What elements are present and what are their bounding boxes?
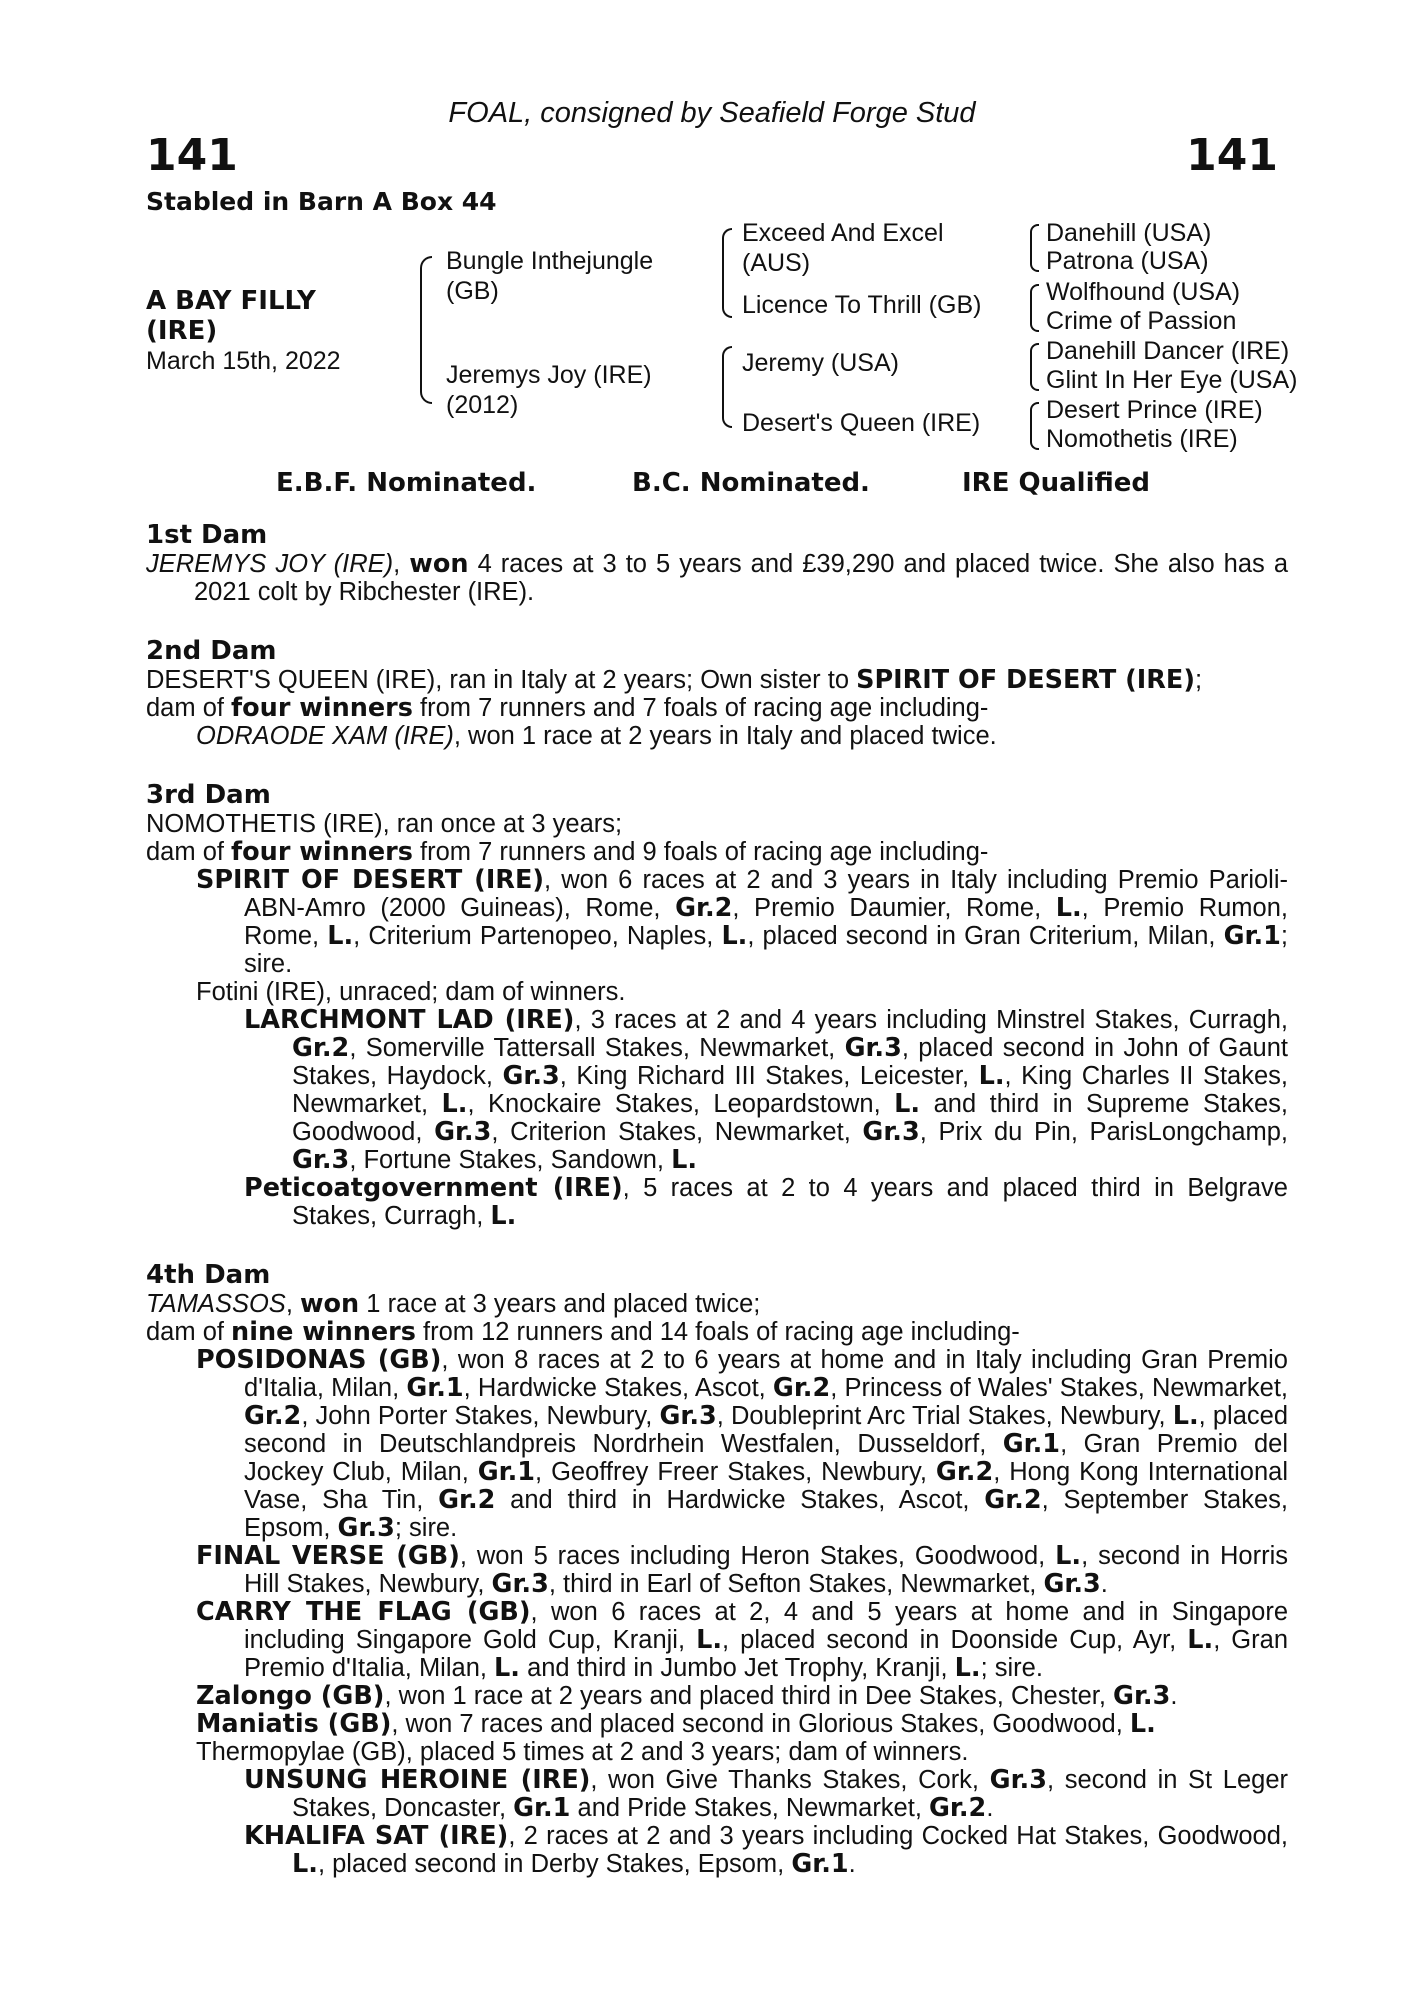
- lot-number-left: 141: [146, 130, 238, 181]
- bracket-g3-c: [1030, 343, 1039, 391]
- first-dam-section: [146, 520, 1288, 606]
- lot-number-right: 141: [1186, 130, 1278, 181]
- produce-final-verse: FINAL VERSE (GB), won 5 races including Heron Stakes, Goodwood, L., second in Horris Hill Stakes, Newbury, Gr.3, third in Earl of Sefton Stakes, Newmarket, Gr.3.: [196, 1541, 1288, 1599]
- produce-khalifa-sat: KHALIFA SAT (IRE), 2 races at 2 and 3 years including Cocked Hat Stakes, Goodwood, L., placed second in Derby Stakes, Epsom, Gr.1.: [244, 1821, 1288, 1879]
- g3-dsd: Glint In Her Eye (USA): [1046, 366, 1298, 394]
- pedigree-notes: [146, 520, 1288, 1878]
- g3-sdd: Crime of Passion: [1046, 307, 1237, 335]
- third-dam-heading: 3rd Dam: [146, 780, 271, 810]
- produce-fotini: Fotini (IRE), unraced; dam of winners.: [196, 978, 626, 1006]
- bracket-g3-a: [1030, 224, 1039, 272]
- sire-of-sire: [742, 218, 944, 278]
- produce-posidonas: POSIDONAS (GB), won 8 races at 2 to 6 years at home and in Italy including Gran Premio d'Italia, Milan, Gr.1, Hardwicke Stakes, Ascot, Gr.2, Princess of Wales' Stakes, Newmarket, Gr.2, John Porter Stakes, Newbury, Gr.3, Doubleprint Arc Trial Stakes, Newbury, L., placed second in Deutschlandpreis Nordrhein Westfalen, Dusseldorf, Gr.1, Gran Premio del Jockey Club, Milan, Gr.1, Geoffrey Freer Stakes, Newbury, Gr.2, Hong Kong International Vase, Sha Tin, Gr.2 and third in Hardwicke Stakes, Ascot, Gr.2, September Stakes, Epsom, Gr.3; sire.: [196, 1345, 1289, 1543]
- g3-ssd: Patrona (USA): [1046, 247, 1209, 275]
- first-dam-text: JEREMYS JOY (IRE), won 4 races at 3 to 5 years and £39,290 and placed twice. She also has a 2021 colt by Ribchester (IRE).: [146, 549, 1289, 606]
- subject-horse: [146, 286, 341, 376]
- produce-maniatis: Maniatis (GB), won 7 races and placed second in Glorious Stakes, Goodwood, L.: [196, 1709, 1156, 1739]
- sire-of-sire-name: Exceed And Excel: [742, 219, 944, 247]
- entries-row: [0, 468, 1424, 502]
- bc-nominated: B.C. Nominated.: [632, 468, 870, 498]
- bracket-g3-d: [1030, 402, 1039, 450]
- third-dam-produce: dam of four winners from 7 runners and 9 foals of racing age including-: [146, 837, 989, 867]
- second-dam-text: DESERT'S QUEEN (IRE), ran in Italy at 2 years; Own sister to SPIRIT OF DESERT (IRE);: [146, 665, 1203, 695]
- g3-dss: Danehill Dancer (IRE): [1046, 337, 1290, 365]
- second-dam-section: [146, 636, 1288, 750]
- bracket-g3-b: [1030, 284, 1039, 332]
- sire-name: Bungle Inthejungle: [446, 247, 654, 275]
- dam-of-dam: Desert's Queen (IRE): [742, 409, 981, 437]
- fourth-dam-text: TAMASSOS, won 1 race at 3 years and placed twice;: [146, 1289, 761, 1319]
- subject-name-line2: (IRE): [146, 316, 218, 346]
- sire-of-dam: Jeremy (USA): [742, 349, 899, 377]
- fourth-dam-heading: 4th Dam: [146, 1260, 271, 1290]
- g3-dds: Desert Prince (IRE): [1046, 396, 1263, 424]
- dam-name: Jeremys Joy (IRE): [446, 361, 652, 389]
- produce-odraode-xam: ODRAODE XAM (IRE), won 1 race at 2 years in Italy and placed twice.: [196, 722, 997, 750]
- g3-sds: Wolfhound (USA): [1046, 278, 1241, 306]
- sire: [446, 246, 653, 306]
- second-dam-produce: dam of four winners from 7 runners and 7 foals of racing age including-: [146, 693, 989, 723]
- bracket-generation-1: [420, 256, 432, 404]
- produce-zalongo: Zalongo (GB), won 1 race at 2 years and placed third in Dee Stakes, Chester, Gr.3.: [196, 1681, 1178, 1711]
- g3-sss: Danehill (USA): [1046, 219, 1212, 247]
- dam-year: (2012): [446, 391, 519, 419]
- produce-thermopylae: Thermopylae (GB), placed 5 times at 2 and 3 years; dam of winners.: [196, 1738, 969, 1766]
- subject-foaled: March 15th, 2022: [146, 347, 341, 375]
- produce-spirit-of-desert: SPIRIT OF DESERT (IRE), won 6 races at 2 and 3 years in Italy including Premio Parioli-ABN-Amro (2000 Guineas), Rome, Gr.2, Premio Daumier, Rome, L., Premio Rumon, Rome, L., Criterium Partenopeo, Naples, L., placed second in Gran Criterium, Milan, Gr.1; sire.: [196, 865, 1288, 978]
- subject-name-line1: A BAY FILLY: [146, 286, 316, 316]
- produce-larchmont-lad: LARCHMONT LAD (IRE), 3 races at 2 and 4 years including Minstrel Stakes, Curragh, Gr.2, Somerville Tattersall Stakes, Newmarket, Gr.3, placed second in John of Gaunt Stakes, Haydock, Gr.3, King Richard III Stakes, Leicester, L., King Charles II Stakes, Newmarket, L., Knockaire Stakes, Leopardstown, L. and third in Supreme Stakes, Goodwood, Gr.3, Criterion Stakes, Newmarket, Gr.3, Prix du Pin, ParisLongchamp, Gr.3, Fortune Stakes, Sandown, L.: [244, 1005, 1289, 1175]
- fourth-dam-section: [146, 1260, 1288, 1878]
- consignor-line: FOAL, consigned by Seafield Forge Stud: [448, 97, 976, 129]
- bracket-dam-line: [722, 346, 732, 428]
- produce-carry-the-flag: CARRY THE FLAG (GB), won 6 races at 2, 4 and 5 years at home and in Singapore including Singapore Gold Cup, Kranji, L., placed second in Doonside Cup, Ayr, L., Gran Premio d'Italia, Milan, L. and third in Jumbo Jet Trophy, Kranji, L.; sire.: [196, 1597, 1288, 1683]
- fourth-dam-produce: dam of nine winners from 12 runners and 14 foals of racing age including-: [146, 1317, 1020, 1347]
- produce-peticoatgovernment: Peticoatgovernment (IRE), 5 races at 2 to 4 years and placed third in Belgrave Stakes, Curragh, L.: [244, 1173, 1288, 1231]
- dam-of-sire: Licence To Thrill (GB): [742, 291, 982, 319]
- sire-origin: (GB): [446, 277, 499, 305]
- second-dam-heading: 2nd Dam: [146, 636, 277, 666]
- g3-ddd: Nomothetis (IRE): [1046, 425, 1238, 453]
- sire-of-sire-origin: (AUS): [742, 249, 811, 277]
- third-dam-section: [146, 780, 1288, 1230]
- stabling-info: Stabled in Barn A Box 44: [146, 187, 497, 216]
- dam: [446, 360, 652, 420]
- first-dam-heading: 1st Dam: [146, 520, 268, 550]
- pedigree-table: [0, 218, 1424, 458]
- ebf-nominated: E.B.F. Nominated.: [276, 468, 537, 498]
- produce-unsung-heroine: UNSUNG HEROINE (IRE), won Give Thanks Stakes, Cork, Gr.3, second in St Leger Stakes, Doncaster, Gr.1 and Pride Stakes, Newmarket, Gr.2.: [244, 1765, 1288, 1823]
- bracket-sire-line: [722, 228, 732, 318]
- third-dam-text: NOMOTHETIS (IRE), ran once at 3 years;: [146, 810, 623, 838]
- ire-qualified: IRE Qualified: [962, 468, 1151, 498]
